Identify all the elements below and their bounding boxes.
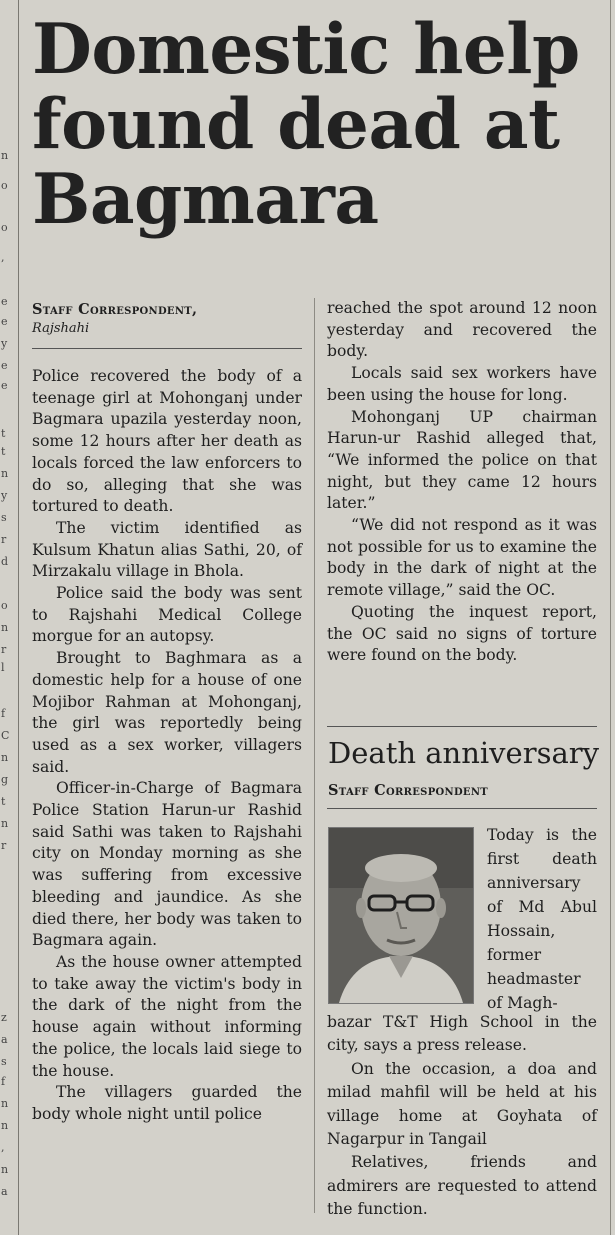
byline: Staff Correspondent, [32,301,198,318]
edge-fragment: n [1,467,9,480]
edge-fragment: n [1,621,9,634]
anniversary-headline: Death anniversary [328,736,599,770]
edge-fragment: y [1,337,8,350]
paragraph: Police recovered the body of a teenage girl at Mohonganj under Bagmara upazila yesterday noon, some 12 hours after her death as locals forced the law enforcers to do so, alleging that she was tortured to death. [32,367,302,516]
edge-fragment: r [1,643,7,656]
edge-fragment: t [1,427,6,440]
edge-fragment: n [1,817,9,830]
paragraph: Mohonganj UP chairman Harun-ur Rashid alleged that, “We informed the police on that night, but they came 12 hours later.” [327,407,597,513]
edge-fragment: d [1,555,9,568]
edge-fragment: n [1,149,9,162]
edge-fragment: f [1,1075,6,1088]
paragraph: “We did not respond as it was not possible for us to examine the body in the dark of night at the remote village,” said the OC. [327,516,597,600]
edge-fragment: r [1,839,7,852]
right-border-rule [610,0,611,1235]
edge-fragment: s [1,511,7,524]
edge-fragment: e [1,359,8,372]
paragraph: As the house owner attempted to take away the victim's body in the dark of the night from the house again without informing the police, the locals laid siege to the house. [32,952,302,1080]
edge-fragment: n [1,751,9,764]
edge-fragment: r [1,533,7,546]
edge-fragment: n [1,1097,9,1110]
edge-fragment: , [1,1141,5,1154]
anniversary-byline-rule [327,808,597,809]
edge-fragment: z [1,1011,7,1024]
edge-fragment: l [1,661,5,674]
dateline: Rajshahi [32,321,90,336]
paragraph: On the occasion, a doa and milad mahfil will be held at his village home at Goyhata of Nagarpur in Tangail [327,1059,597,1149]
section-rule [327,726,597,727]
byline-rule [32,348,302,349]
paragraph: The villagers guarded the body whole night until police [32,1083,302,1123]
anniversary-byline: Staff Correspondent [328,782,489,799]
paragraph: Brought to Baghmara as a domestic help for a house of one Mojibor Rahman at Mohonganj, the girl was reportedly being used as a sex worker, villagers said. [32,649,302,776]
adjacent-column-edge [0,0,19,1235]
edge-fragment: g [1,773,9,786]
story-column-2 [327,298,597,667]
edge-fragment: o [1,179,8,192]
edge-fragment: y [1,489,8,502]
edge-fragment: o [1,599,8,612]
edge-fragment: o [1,221,8,234]
column-divider [314,298,315,1213]
edge-fragment: n [1,1163,9,1176]
anniversary-body [327,1011,597,1222]
edge-fragment: e [1,379,8,392]
paragraph: bazar T&T High School in the city, says a press release. [327,1013,597,1055]
edge-fragment: , [1,251,5,264]
paragraph: Police said the body was sent to Rajshahi Medical College morgue for an autopsy. [32,584,302,646]
edge-fragment: n [1,1119,9,1132]
portrait-photo [328,827,474,1004]
edge-fragment: C [1,729,10,742]
story-column-1 [32,366,302,1126]
edge-fragment: e [1,315,8,328]
paragraph: Locals said sex workers have been using the house for long. [327,364,597,404]
edge-fragment: t [1,445,6,458]
paragraph: Quoting the inquest report, the OC said no signs of torture were found on the body. [327,602,597,665]
paragraph: reached the spot around 12 noon yesterday and recovered the body. [327,299,597,361]
headline: Domestic help found dead at Bagmara [32,9,580,240]
edge-fragment: a [1,1185,8,1198]
edge-fragment: a [1,1033,8,1046]
edge-fragment: f [1,707,6,720]
paragraph: The victim identified as Kulsum Khatun alias Sathi, 20, of Mirzakalu village in Bhola. [32,518,302,581]
edge-fragment: e [1,295,8,308]
paragraph: Officer-in-Charge of Bagmara Police Station Harun-ur Rashid said Sathi was taken to Rajshahi city on Monday morning as she was suffering from excessive bleeding and jaundice. As she died there, her body was taken to Bagmara again. [32,779,302,950]
edge-fragment: s [1,1055,7,1068]
anniversary-intro: Today is the first death anniversary of Md Abul Hossain, former headmaster of Magh- [487,826,597,1012]
edge-fragment: t [1,795,6,808]
paragraph: Relatives, friends and admirers are requested to attend the function. [327,1153,597,1219]
